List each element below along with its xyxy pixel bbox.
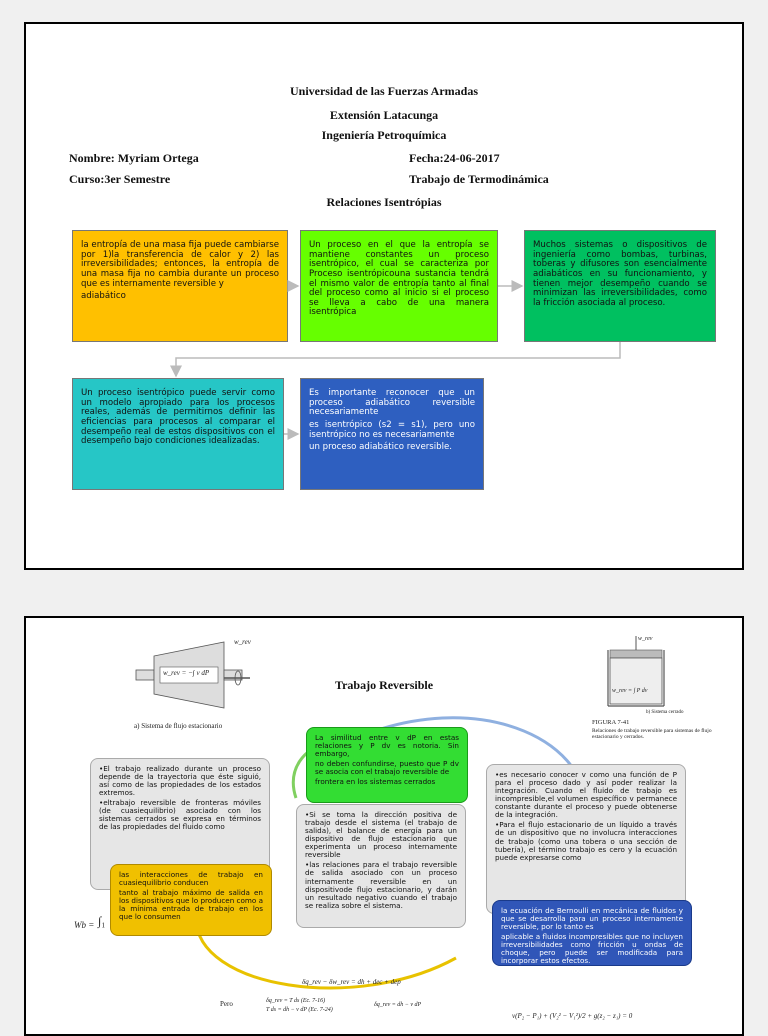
figure-left-caption: a) Sistema de flujo estacionario [134, 722, 223, 730]
box-text: adiabático [81, 291, 126, 302]
box-text: •Para el flujo estacionario de un líquido a través de un dispositivo que no involucra interacciones de trabajo (como una tobera o una sección de tubería), el término trabajo es cero y la ecuación puede expresarse como [495, 820, 677, 862]
box-text: •eltrabajo reversible de fronteras móviles (de cuasiequilibrio) asociado con los sistemas cerrados se expresa en términos de las propiedades del fluido como [99, 798, 261, 832]
equation-7-16: δq_rev = T ds (Ec. 7-16) [266, 998, 326, 1004]
box-text: tanto al trabajo máximo de salida en los dispositivos que lo producen como a la mínima entrada de trabajo en los que lo consumen [119, 888, 263, 922]
box-text: La similitud entre v dP en estas relaciones y P dv es notoria. Sin embargo, [315, 733, 459, 759]
figure-description: Relaciones de trabajo reversible para sistemas de flujo estacionario y cerrados. [592, 728, 712, 741]
wb-label: Wb = [74, 920, 95, 930]
box-text: •es necesario conocer v como una función de P para el proceso dado y así poder realizar la integración. Cuando el fluido de trabajo es incompresible,el volumen específico v permanece constante durante el proceso y puede obtenerse de la integración. [495, 770, 677, 820]
yellow-note-box [110, 864, 272, 936]
piston-equation: w_rev = ∫ P dv [612, 688, 648, 694]
blue-note-box [492, 900, 692, 966]
box-text: Es importante reconocer que un proceso adiabático reversible necesariamente [309, 388, 475, 418]
energy-balance-equation: δq_rev − δw_rev = dh + dec + dep [302, 978, 401, 986]
box-text: aplicable a fluidos incompresibles que no incluyen irreversibilidades como fricción u ondas de choque, pero puede ser modificada para incorporar estos efectos. [501, 932, 683, 966]
box-text: •las relaciones para el trabajo reversible de salida asociado con un proceso internamente reversible en un dispositivode flujo estacionario, y darán un resultado negativo cuando el trabajo se realiza sobre el sistema. [305, 860, 457, 910]
green-note-box [306, 727, 468, 803]
topic-title: Relaciones Isentrópias [326, 195, 442, 209]
box-text: •El trabajo realizado durante un proceso depende de la trayectoria que éste siguió, así como de las propiedades de los estados extremos. [99, 764, 261, 798]
box-text: frontera en los sistemas cerrados [315, 777, 436, 787]
course-label: Curso:3er Semestre [69, 172, 171, 186]
box-text: la entropía de una masa fija puede cambiarse por 1)la transferencia de calor y 2) las irreversibilidades; entonces, la entropía de una masa fija no cambia durante un proceso que es internamente reversible y [81, 240, 279, 289]
extension-title: Extensión Latacunga [329, 108, 439, 122]
integral-symbol: ∫₁ [98, 914, 106, 928]
box-text: no deben confundirse, puesto que P dv se asocia con el trabajo reversible de [315, 759, 459, 777]
flow-arrows [26, 24, 742, 568]
piston-work-label: w_rev [638, 636, 653, 642]
turbine-work-label: w_rev [234, 638, 251, 646]
box-text: Un proceso isentrópico puede servir como un modelo apropiado para los procesos reales, además de permitirnos definir las eficiencias para procesos al comparar el desempeño real de estos dispositivos con el desempeño bajo condiciones idealizadas. [81, 388, 275, 447]
figure-right-caption: b) Sistema cerrado [646, 710, 684, 715]
page2-title: Trabajo Reversible [334, 678, 434, 692]
gray-right-box [486, 764, 686, 914]
pero-label: Pero [220, 1000, 233, 1008]
student-name: Nombre: Myriam Ortega [69, 151, 199, 165]
heat-equation: δq_rev = dh − v dP [374, 1002, 422, 1008]
career-title: Ingeniería Petroquímica [321, 128, 447, 142]
turbine-equation: w_rev = −∫ v dP [163, 669, 210, 677]
figure-number: FIGURA 7-41 [592, 719, 630, 726]
date-label: Fecha:24-06-2017 [409, 151, 500, 165]
box-text: la ecuación de Bernoulli en mecánica de fluidos y que se desarrolla para un proceso internamente reversible, por lo tanto es [501, 906, 683, 932]
arrow-down-icon [176, 342, 620, 376]
box-text: un proceso adiabático reversible. [309, 442, 452, 453]
box-text: es isentrópico (s2 = s1), pero uno isentrópico no es necesariamente [309, 419, 475, 440]
university-title: Universidad de las Fuerzas Armadas [289, 84, 478, 98]
box-text: Muchos sistemas o dispositivos de ingeniería como bombas, turbinas, toberas y difusores son esencialmente adiabáticos en su funcionamiento, y tienen mejor desempeño cuando se minimizan las irreversibilidades, como la fricción asociada al proceso. [533, 240, 707, 308]
box-text: las interacciones de trabajo en cuasiequilibrio conducen [119, 870, 263, 888]
document-page-1 [24, 22, 744, 570]
box-text: Un proceso en el que la entropía se mantiene constantes un proceso isentrópico, el cual se caracteriza por Proceso isentrópicouna sustancia tendrá el mismo valor de entropía tanto al final del proceso como al inicio si el proceso se lleva a cabo de una manera isentrópica [309, 240, 489, 318]
equation-7-24: T ds = dh − v dP (Ec. 7-24) [266, 1007, 333, 1013]
document-page-2 [24, 616, 744, 1036]
work-label: Trabajo de Termodinámica [409, 172, 549, 186]
box-text: •Si se toma la dirección positiva de trabajo desde el sistema (el trabajo de salida), el balance de energía para un dispositivo de flujo estacionario que experimenta un proceso internamente reversible [305, 810, 457, 860]
gray-middle-box [296, 804, 466, 928]
bernoulli-equation: v(P₂ − P₁) + (V₂² − V₁²)/2 + g(z₂ − z₁) = 0 [512, 1012, 633, 1020]
